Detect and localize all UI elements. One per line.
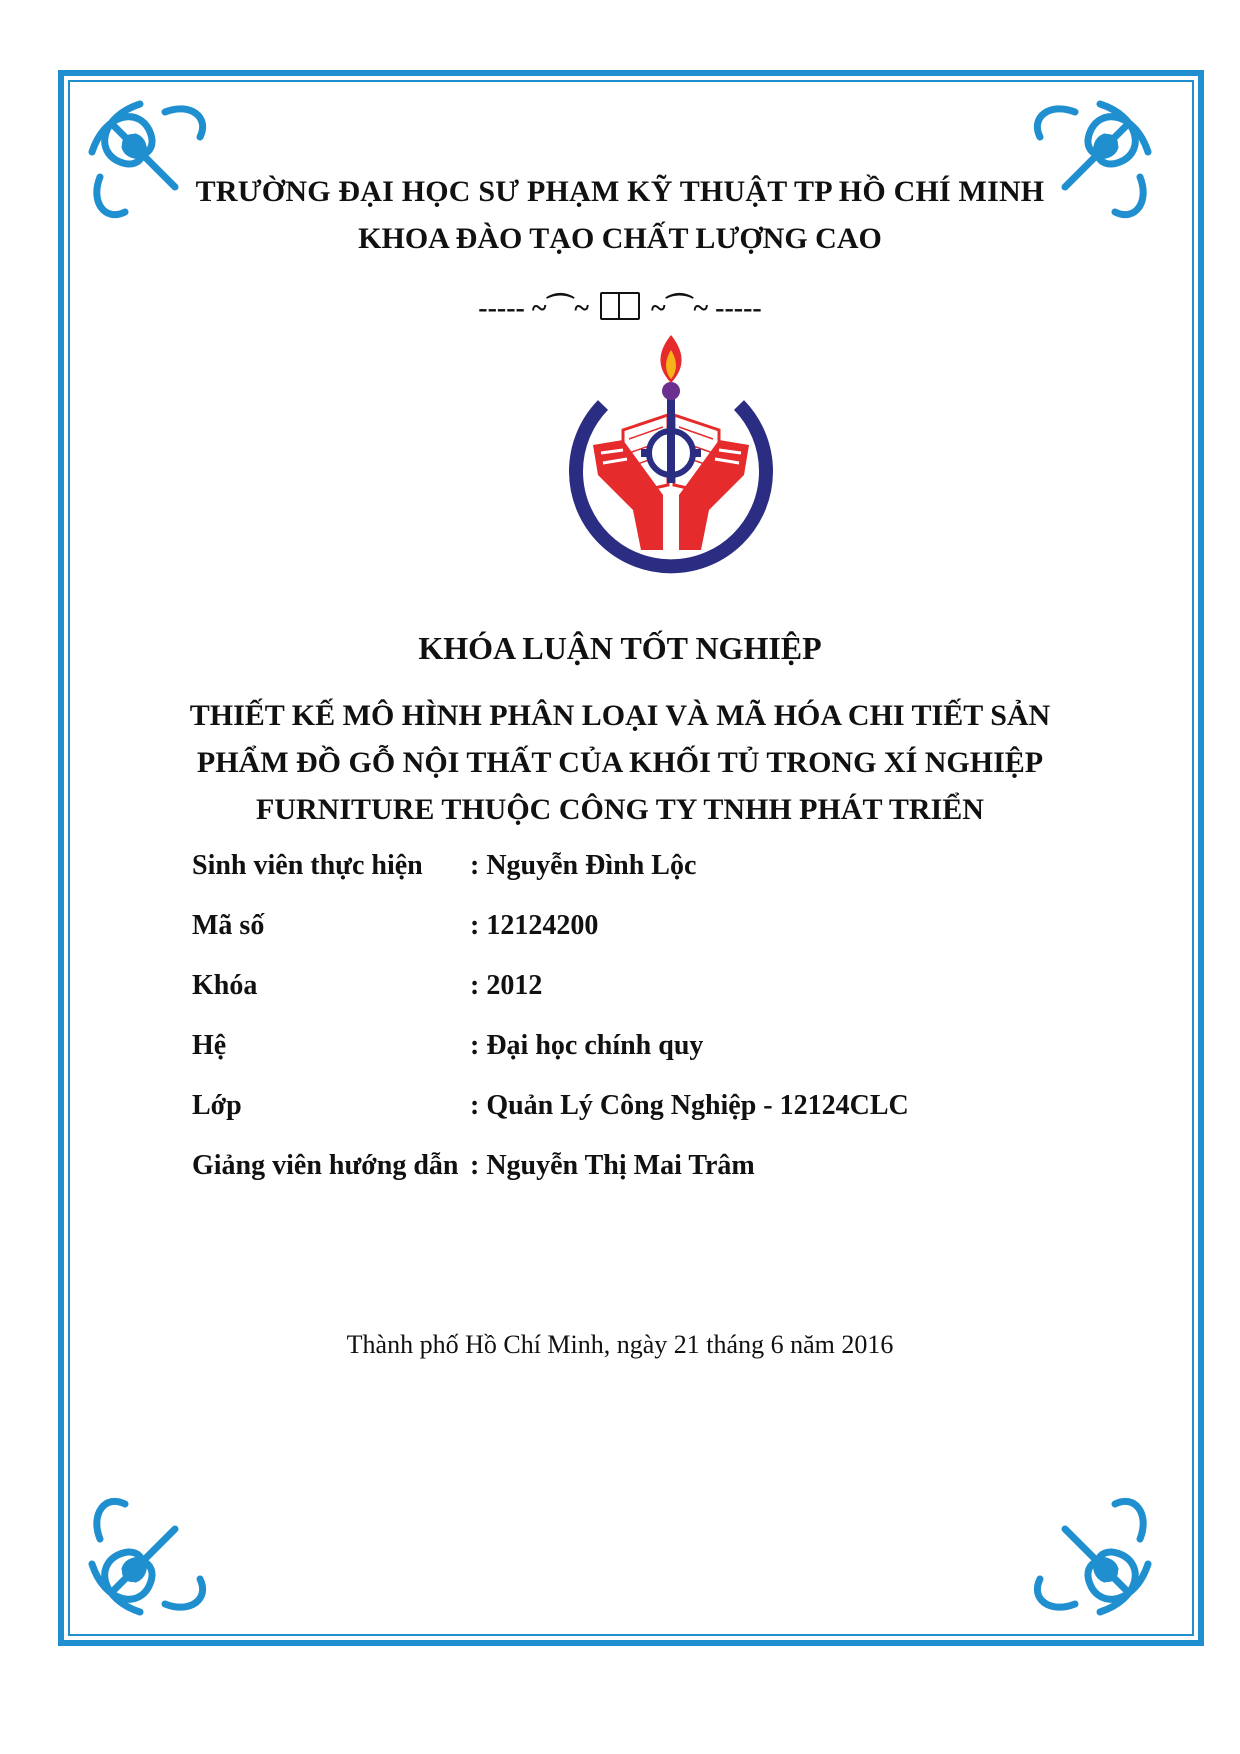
info-label: Lớp (192, 1090, 242, 1121)
divider-dashes-right: ----- (715, 293, 762, 324)
university-logo (563, 335, 779, 585)
ribbon-ornament-icon (1010, 92, 1160, 242)
ribbon-ornament-icon (80, 92, 230, 242)
thesis-title-line: FURNITURE THUỘC CÔNG TY TNHH PHÁT TRIỂN (256, 793, 984, 826)
ribbon-ornament-icon (1010, 1474, 1160, 1624)
faculty-name: KHOA ĐÀO TẠO CHẤT LƯỢNG CAO (358, 222, 882, 255)
info-row-class (192, 1090, 1092, 1150)
info-label: Khóa (192, 970, 258, 1001)
decorative-divider (0, 286, 1240, 326)
info-value: : Quản Lý Công Nghiệp - 12124CLC (470, 1090, 909, 1121)
info-label: Hệ (192, 1030, 227, 1061)
info-row-student-id (192, 910, 1092, 970)
info-value: : 12124200 (470, 910, 599, 941)
divider-swirl-left-icon: ~⌒~ (531, 293, 589, 324)
thesis-title-line: THIẾT KẾ MÔ HÌNH PHÂN LOẠI VÀ MÃ HÓA CHI TIẾT SẢN (189, 699, 1051, 732)
university-name: TRƯỜNG ĐẠI HỌC SƯ PHẠM KỸ THUẬT TP HỒ CHÍ MINH (195, 175, 1045, 208)
info-value: : Nguyễn Đình Lộc (470, 850, 697, 881)
divider-swirl-right-icon: ~⌒~ (651, 293, 709, 324)
info-value: : Nguyễn Thị Mai Trâm (470, 1150, 755, 1181)
info-label: Giảng viên hướng dẫn (192, 1150, 459, 1181)
thesis-title-line: PHẨM ĐỒ GỖ NỘI THẤT CỦA KHỐI TỦ TRONG XÍ NGHIỆP (196, 746, 1044, 779)
info-row-student (192, 850, 1092, 910)
thesis-title (0, 692, 1240, 833)
thesis-type: KHÓA LUẬN TỐT NGHIỆP (418, 630, 822, 666)
book-icon (600, 292, 640, 320)
info-label: Mã số (192, 910, 265, 941)
info-row-program (192, 1030, 1092, 1090)
info-value: : Đại học chính quy (470, 1030, 704, 1061)
info-value: : 2012 (470, 970, 543, 1001)
divider-dashes-left: ----- (478, 293, 525, 324)
info-row-cohort (192, 970, 1092, 1030)
info-label: Sinh viên thực hiện (192, 850, 423, 881)
student-info (192, 850, 1092, 1210)
place-and-date: Thành phố Hồ Chí Minh, ngày 21 tháng 6 năm 2016 (346, 1330, 894, 1359)
ribbon-ornament-icon (80, 1474, 230, 1624)
info-row-supervisor (192, 1150, 1092, 1210)
